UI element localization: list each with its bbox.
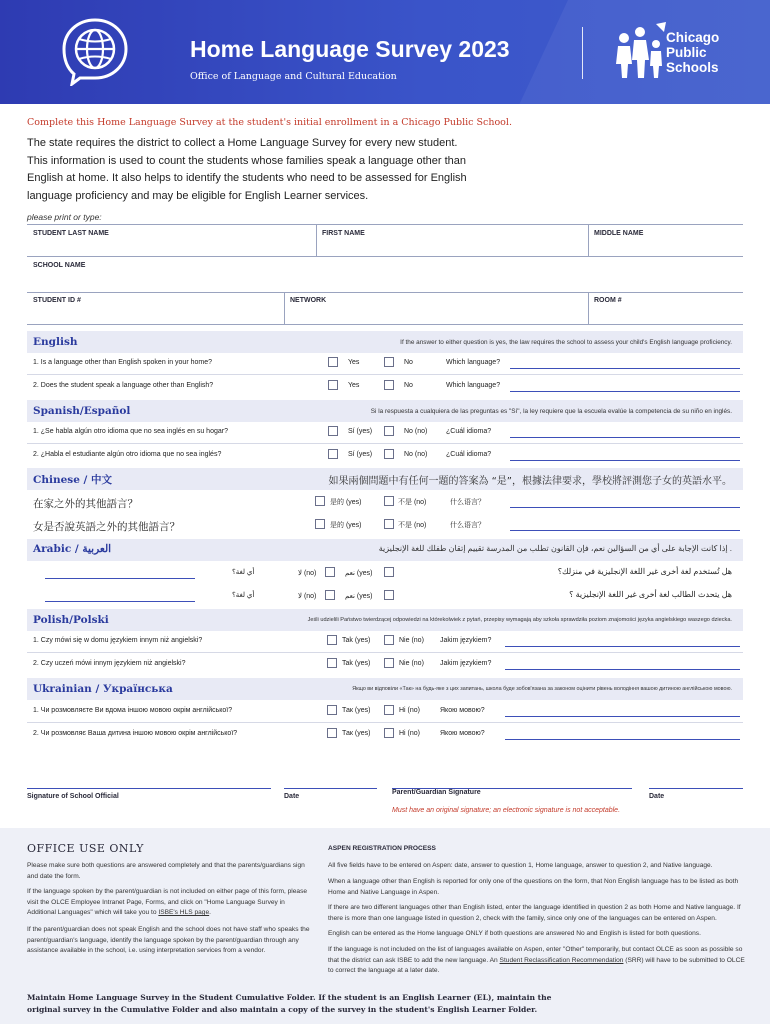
office-paragraph-2: If the language spoken by the parent/guardian is not included on either page of this form, please visit the OLCE Employee Intranet Page, Forms, and click on "Home Language Survey in Additional Languages" which will take you to ISBE's HLS page. bbox=[27, 888, 308, 916]
option-label: Так (yes) bbox=[342, 730, 371, 737]
spanish-question-2: 2. ¿Habla el estudiante algún otro idioma que no sea inglés? bbox=[33, 451, 222, 458]
official-signature-line[interactable] bbox=[27, 788, 271, 789]
school-name-label: SCHOOL NAME bbox=[33, 262, 86, 269]
which-language-label: Which language? bbox=[446, 382, 501, 389]
chinese-section-title: Chinese / 中文 bbox=[33, 474, 113, 486]
spanish-q2-language-field[interactable] bbox=[510, 460, 740, 461]
english-q2-language-field[interactable] bbox=[510, 391, 740, 392]
signature-note: Must have an original signature; an electronic signature is not acceptable. bbox=[392, 807, 621, 814]
polish-note: Jeśli udzielili Państwo twierdzącej odpowiedzi na którekolwiek z pytań, przepisy wymagają aby szkoła sprawdziła poziom znajomości języka angielskiego waszego dziecka. bbox=[307, 617, 732, 623]
which-language-label: ¿Cuál idioma? bbox=[446, 451, 492, 458]
aspen-paragraph-4: English can be entered as the Home language ONLY if both questions are answered No and English is listed for both questions. bbox=[328, 930, 701, 937]
guardian-signature-line[interactable] bbox=[392, 788, 632, 789]
field-border bbox=[27, 256, 743, 257]
chinese-q2-language-field[interactable] bbox=[510, 530, 740, 531]
srr-link[interactable]: Student Reclassification Recommendation bbox=[499, 956, 624, 964]
ukrainian-q1-language-field[interactable] bbox=[505, 716, 740, 717]
spanish-q1-language-field[interactable] bbox=[510, 437, 740, 438]
spanish-q2-no-checkbox[interactable] bbox=[384, 449, 394, 459]
arabic-q2-no-checkbox[interactable] bbox=[325, 590, 335, 600]
header-banner bbox=[0, 0, 770, 104]
page-subtitle: Office of Language and Cultural Education bbox=[190, 71, 397, 82]
option-label: 是的 (yes) bbox=[330, 522, 362, 529]
arabic-q2-language-field[interactable] bbox=[45, 601, 195, 602]
guardian-date-line[interactable] bbox=[649, 788, 743, 789]
which-language-label: أي لغة؟ bbox=[232, 592, 255, 599]
cps-logo-figures-icon bbox=[610, 20, 668, 80]
arabic-q1-language-field[interactable] bbox=[45, 578, 195, 579]
polish-section-title: Polish/Polski bbox=[33, 614, 109, 626]
english-section-title: English bbox=[33, 336, 78, 348]
english-q1-yes-checkbox[interactable] bbox=[328, 357, 338, 367]
student-last-name-label: STUDENT LAST NAME bbox=[33, 230, 109, 237]
aspen-paragraph-3: If there are two different languages other than English listed, enter the language identified in question 2 as both Home and Native language. If there is more than one language listed in question 2, check with the family, since only one of the languages can be entered on Aspen. bbox=[328, 904, 741, 922]
arabic-q1-no-checkbox[interactable] bbox=[325, 567, 335, 577]
spanish-q2-yes-checkbox[interactable] bbox=[328, 449, 338, 459]
spanish-question-1: 1. ¿Se habla algún otro idioma que no sea inglés en su hogar? bbox=[33, 428, 228, 435]
polish-question-1: 1. Czy mówi się w domu językiem innym niż angielski? bbox=[33, 637, 203, 644]
option-label: Ні (no) bbox=[399, 730, 421, 737]
which-language-label: Якою мовою? bbox=[440, 730, 485, 737]
ukrainian-section-title: Ukrainian / Українська bbox=[33, 683, 173, 695]
spanish-note: Si la respuesta a cualquiera de las preguntas es "Sí", la ley requiere que la escuela evalúe la competencia de su niño en inglés. bbox=[370, 408, 732, 415]
header-divider bbox=[582, 27, 583, 79]
aspen-paragraph-1: All five fields have to be entered on Aspen: date, answer to question 1, Home language, answer to question 2, and Native language. bbox=[328, 862, 713, 869]
office-paragraph-3: If the parent/guardian does not speak English and the school does not have staff who speaks the parent/guardian's language, identify the language spoken by the parent/guardian through any assistance available in the school, i.e. using interpretation services from a vendor. bbox=[27, 926, 310, 954]
english-q2-yes-checkbox[interactable] bbox=[328, 380, 338, 390]
guardian-signature-label: Parent/Guardian Signature bbox=[392, 789, 481, 796]
ukrainian-question-2: 2. Чи розмовляє Ваша дитина іншою мовою окрім англійської? bbox=[33, 730, 238, 737]
option-label: Tak (yes) bbox=[342, 660, 371, 667]
english-q1-language-field[interactable] bbox=[510, 368, 740, 369]
option-label: نعم (yes) bbox=[345, 593, 373, 600]
field-border bbox=[27, 324, 743, 325]
option-label: Tak (yes) bbox=[342, 637, 371, 644]
aspen-title: ASPEN REGISTRATION PROCESS bbox=[328, 845, 436, 852]
polish-q2-yes-checkbox[interactable] bbox=[327, 658, 337, 668]
option-label: لا (no) bbox=[298, 570, 317, 577]
cumulative-folder-note: Maintain Home Language Survey in the Student Cumulative Folder. If the student is an English Learner (EL), maintain the original survey in the Cumulative Folder and also maintain a copy of the survey in the student's English Learner Folder. bbox=[27, 993, 552, 1014]
option-label: نعم (yes) bbox=[345, 570, 373, 577]
option-label: Sí (yes) bbox=[348, 451, 373, 458]
option-label: لا (no) bbox=[298, 593, 317, 600]
field-divider bbox=[284, 292, 285, 324]
ukrainian-q1-no-checkbox[interactable] bbox=[384, 705, 394, 715]
option-label: 不是 (no) bbox=[398, 499, 427, 506]
ukrainian-q2-no-checkbox[interactable] bbox=[384, 728, 394, 738]
row-divider bbox=[27, 443, 743, 444]
option-label: Nie (no) bbox=[399, 660, 424, 667]
option-label: No bbox=[404, 382, 413, 389]
official-date-label: Date bbox=[284, 793, 300, 800]
enrollment-instruction: Complete this Home Language Survey at the student's initial enrollment in a Chicago Public School. bbox=[27, 117, 512, 128]
cps-logo-text: Chicago Public Schools bbox=[666, 30, 720, 75]
student-id-label: STUDENT ID # bbox=[33, 297, 81, 304]
which-language-label: Якою мовою? bbox=[440, 707, 485, 714]
polish-q1-yes-checkbox[interactable] bbox=[327, 635, 337, 645]
ukrainian-q2-language-field[interactable] bbox=[505, 739, 740, 740]
ukrainian-q1-yes-checkbox[interactable] bbox=[327, 705, 337, 715]
polish-question-2: 2. Czy uczeń mówi innym językiem niż angielski? bbox=[33, 660, 186, 667]
spanish-q1-yes-checkbox[interactable] bbox=[328, 426, 338, 436]
aspen-paragraph-2: When a language other than English is reported for only one of the questions on the form, that Non English language has to be listed as both Home and Native Language in Aspen. bbox=[328, 878, 739, 896]
option-label: Nie (no) bbox=[399, 637, 424, 644]
spanish-section-title: Spanish/Español bbox=[33, 405, 131, 417]
globe-chat-icon bbox=[58, 16, 132, 86]
which-language-label: Which language? bbox=[446, 359, 501, 366]
arabic-note: إذا كانت الإجابة على أي من السؤالين نعم، فإن القانون تطلب من المدرسة تقييم إتقان طفلك للغة الإنجليزية . bbox=[378, 544, 732, 553]
ukrainian-note: Якщо ви відповіли «Так» на будь-яке з цих запитань, школа буде зобов'язана за законом оцінити рівень володіння вашою дитиною англійською мовою. bbox=[352, 686, 732, 692]
page-title: Home Language Survey 2023 bbox=[190, 36, 510, 62]
option-label: 不是 (no) bbox=[398, 522, 427, 529]
middle-name-label: MIDDLE NAME bbox=[594, 230, 644, 237]
ukrainian-question-1: 1. Чи розмовляєте Ви вдома іншою мовою окрім англійської? bbox=[33, 707, 233, 714]
intro-paragraph: The state requires the district to collect a Home Language Survey for every new student. This information is used to count the students whose families speak a language other than English at home. It also helps to identify the students who need to be assessed for English language proficiency and may be eligible for English Learner services. bbox=[27, 137, 467, 202]
chinese-q2-no-checkbox[interactable] bbox=[384, 519, 394, 529]
option-label: No (no) bbox=[404, 451, 428, 458]
polish-q2-language-field[interactable] bbox=[505, 669, 740, 670]
print-note: please print or type: bbox=[27, 212, 102, 222]
chinese-question-1: 在家之外的其他語言？ bbox=[33, 498, 138, 510]
office-paragraph-1: Please make sure both questions are answered completely and that the parents/guardians sign and date the form. bbox=[27, 862, 305, 880]
which-language-label: ¿Cuál idioma? bbox=[446, 428, 492, 435]
which-language-label: 什么语言？ bbox=[450, 522, 485, 529]
isbe-hls-link[interactable]: ISBE's HLS page bbox=[158, 909, 210, 916]
polish-q1-language-field[interactable] bbox=[505, 646, 740, 647]
arabic-question-1: هل تُستخدم لغة أخرى غير اللغة الإنجليزية في منزلك؟ bbox=[557, 567, 732, 576]
field-border bbox=[27, 292, 743, 293]
chinese-q1-no-checkbox[interactable] bbox=[384, 496, 394, 506]
official-date-line[interactable] bbox=[284, 788, 377, 789]
row-divider bbox=[27, 652, 743, 653]
option-label: Yes bbox=[348, 382, 360, 389]
english-q2-no-checkbox[interactable] bbox=[384, 380, 394, 390]
polish-q2-no-checkbox[interactable] bbox=[384, 658, 394, 668]
room-label: ROOM # bbox=[594, 297, 622, 304]
which-language-label: Jakim językiem? bbox=[440, 660, 492, 667]
field-divider bbox=[588, 224, 589, 256]
row-divider bbox=[27, 374, 743, 375]
polish-q1-no-checkbox[interactable] bbox=[384, 635, 394, 645]
english-q1-no-checkbox[interactable] bbox=[384, 357, 394, 367]
field-top-border bbox=[27, 224, 743, 225]
option-label: No (no) bbox=[404, 428, 428, 435]
first-name-label: FIRST NAME bbox=[322, 230, 365, 237]
arabic-question-2: هل يتحدث الطالب لغة أخرى غير اللغة الإنجليزية ؟ bbox=[569, 590, 732, 599]
chinese-q1-yes-checkbox[interactable] bbox=[315, 496, 325, 506]
network-label: NETWORK bbox=[290, 297, 327, 304]
option-label: 是的 (yes) bbox=[330, 499, 362, 506]
english-question-2: 2. Does the student speak a language other than English? bbox=[33, 382, 214, 389]
option-label: Yes bbox=[348, 359, 360, 366]
official-signature-label: Signature of School Official bbox=[27, 793, 119, 800]
guardian-date-label: Date bbox=[649, 793, 665, 800]
row-divider bbox=[27, 722, 743, 723]
arabic-section-title: Arabic / العربية bbox=[33, 543, 112, 555]
chinese-q2-yes-checkbox[interactable] bbox=[315, 519, 325, 529]
which-language-label: 什么语言？ bbox=[450, 499, 485, 506]
field-divider bbox=[316, 224, 317, 256]
option-label: Так (yes) bbox=[342, 707, 371, 714]
which-language-label: أي لغة؟ bbox=[232, 569, 255, 576]
chinese-q1-language-field[interactable] bbox=[510, 507, 740, 508]
field-divider bbox=[588, 292, 589, 324]
chinese-note: 如果兩個問題中有任何一題的答案為 “是”，根據法律要求，學校將評測您子女的英語水平。 bbox=[328, 476, 732, 487]
english-question-1: 1. Is a language other than English spoken in your home? bbox=[33, 359, 213, 366]
option-label: No bbox=[404, 359, 413, 366]
ukrainian-q2-yes-checkbox[interactable] bbox=[327, 728, 337, 738]
arabic-q1-yes-checkbox[interactable] bbox=[384, 567, 394, 577]
option-label: Ні (no) bbox=[399, 707, 421, 714]
chinese-question-2: 女是否說英語之外的其他語言？ bbox=[33, 521, 180, 533]
which-language-label: Jakim językiem? bbox=[440, 637, 492, 644]
english-note: If the answer to either question is yes, the law requires the school to assess your child's English language proficiency. bbox=[400, 339, 732, 346]
spanish-q1-no-checkbox[interactable] bbox=[384, 426, 394, 436]
aspen-paragraph-5: If the language is not included on the list of languages available on Aspen, enter "Other" temporarily, but contact OLCE as soon as possible so that the district can ask ISBE to add the new language. An Student Reclassification Recommendation (SRR) will have to be submitted to OLCE to correct the language at a later date. bbox=[328, 946, 745, 974]
option-label: Sí (yes) bbox=[348, 428, 373, 435]
office-use-title: OFFICE USE ONLY bbox=[27, 842, 144, 855]
arabic-q2-yes-checkbox[interactable] bbox=[384, 590, 394, 600]
